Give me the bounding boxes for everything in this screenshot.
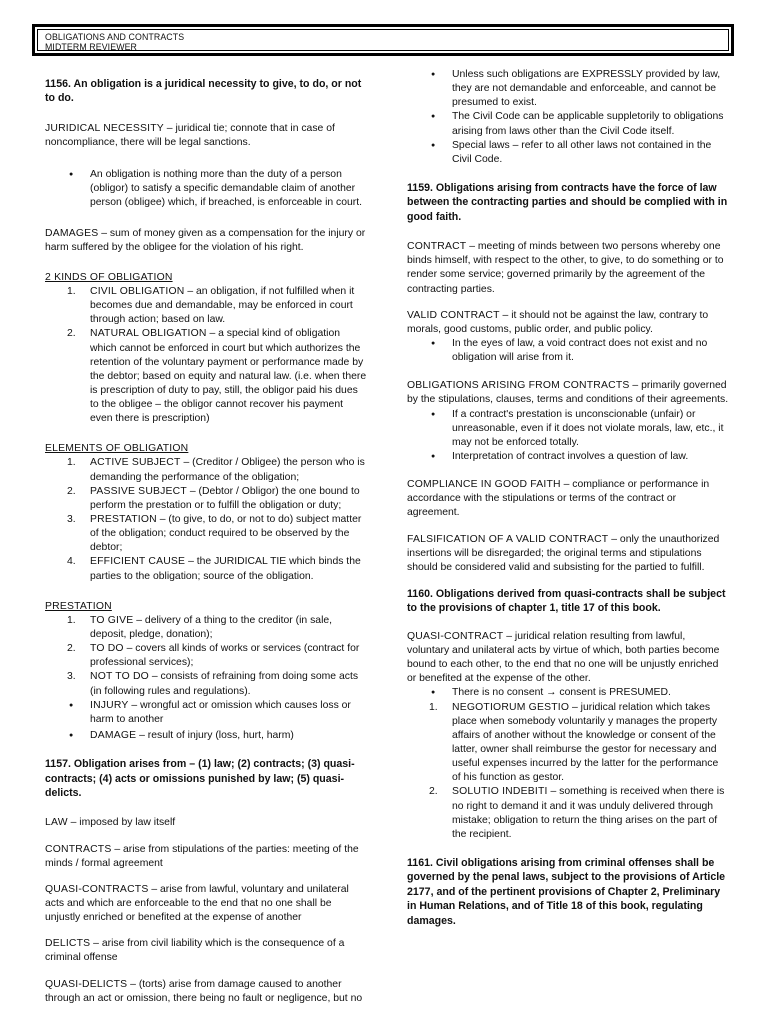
list-item bbox=[45, 285, 367, 327]
term: NATURAL OBLIGATION bbox=[90, 328, 207, 340]
term: JURIDICAL NECESSITY bbox=[45, 122, 164, 134]
definition: – (torts) arise from damage caused to another through an act or omission, there being no fault or negligence, but no bbox=[45, 978, 363, 1004]
definition: – (Creditor / Obligee) the person who is demanding the performance of the obligation; bbox=[90, 457, 365, 483]
source-quasi-contracts bbox=[45, 883, 367, 925]
elements-of-obligation-heading: ELEMENTS OF OBLIGATION bbox=[45, 443, 189, 455]
term: TO DO bbox=[90, 643, 124, 655]
left-column bbox=[45, 60, 367, 1024]
term: QUASI-DELICTS bbox=[45, 978, 128, 990]
contract-definition bbox=[407, 240, 729, 297]
list-item bbox=[45, 555, 367, 583]
list-item bbox=[45, 614, 367, 642]
list-item bbox=[45, 642, 367, 670]
quasi-contract-definition bbox=[407, 630, 729, 687]
definition: – only the unauthorized insertions will be disregarded; the original terms and stipulations should be considered valid and subsisting for the partied to fulfill. bbox=[407, 533, 720, 573]
list-item: ● Unless such obligations are EXPRESSLY provided by law, they are not demandable and enforceable, and cannot be presumed to exist. bbox=[407, 68, 729, 110]
header-subtitle: MIDTERM REVIEWER bbox=[45, 42, 138, 52]
definition: – (to give, to do, or not to do) subject matter of the obligation; conduct required to be observed by the debtor; bbox=[90, 514, 362, 554]
term: DAMAGE bbox=[90, 730, 137, 742]
term: DELICTS bbox=[45, 938, 91, 950]
injury-damage-list bbox=[45, 699, 367, 743]
term: DAMAGES bbox=[45, 227, 99, 239]
list-item bbox=[45, 670, 367, 698]
term: TO GIVE bbox=[90, 614, 134, 626]
list-item bbox=[407, 701, 729, 786]
definition: – wrongful act or omission which causes loss or harm to another bbox=[90, 699, 351, 725]
article-1159: 1159. Obligations arising from contracts have the force of law between the contracting parties and should be complied with in good faith. bbox=[407, 181, 728, 223]
elements-of-obligation-list bbox=[45, 456, 367, 583]
term: CONTRACT bbox=[407, 241, 467, 253]
source-contracts bbox=[45, 843, 367, 871]
item-number: 2. bbox=[67, 643, 76, 655]
consent-bullet bbox=[407, 686, 729, 700]
item-number: 1. bbox=[429, 701, 438, 713]
definition: – result of injury (loss, hurt, harm) bbox=[136, 730, 294, 742]
item-number: 3. bbox=[67, 514, 76, 526]
term: PASSIVE SUBJECT bbox=[90, 485, 187, 497]
list-item bbox=[45, 327, 367, 426]
definition: – it should not be against the law, contrary to morals, good customs, public order, and public policy. bbox=[407, 309, 709, 335]
obligations-from-contracts-definition bbox=[407, 379, 729, 407]
void-contract-bullet bbox=[407, 337, 729, 365]
term: QUASI-CONTRACTS bbox=[45, 883, 149, 895]
kinds-of-obligation-heading: 2 KINDS OF OBLIGATION bbox=[45, 271, 173, 283]
list-item bbox=[45, 456, 367, 484]
article-1157: 1157. Obligation arises from – (1) law; (2) contracts; (3) quasi-contracts; (4) acts or omissions punished by law; (5) quasi-delicts. bbox=[45, 758, 355, 799]
list-item bbox=[45, 699, 367, 727]
source-law bbox=[45, 816, 367, 830]
definition: – covers all kinds of works or services (contract for professional services); bbox=[90, 643, 360, 669]
definition: – a special kind of obligation which cannot be enforced in court but which authorizes the retention of the voluntary payment or performance made by the debtor; based on equity and natural law. (i.e. when there is prescription of duty to pay, still, the obligor paid his dues to the obligee – the obligor cannot recover his payment even there is prescription) bbox=[90, 328, 367, 425]
term: CIVIL OBLIGATION bbox=[90, 285, 185, 297]
term: CONTRACTS bbox=[45, 843, 112, 855]
item-number: 3. bbox=[67, 671, 76, 683]
document-header bbox=[32, 24, 734, 56]
definition: – consists of refraining from doing some acts (in following rules and regulations). bbox=[90, 671, 359, 697]
term: COMPLIANCE IN GOOD FAITH bbox=[407, 479, 561, 491]
term: LAW bbox=[45, 817, 68, 829]
quasi-contract-types-list bbox=[407, 701, 729, 842]
definition: – an obligation, if not fulfilled when it becomes due and demandable, may be enforced in court through action; based on law. bbox=[90, 285, 355, 326]
definition: – something is received when there is no right to demand it and it was unduly delivered through mistake; obligation to return the thing arises on the part of the recipient. bbox=[452, 786, 725, 840]
definition: – (Debtor / Obligor) the one bound to perform the prestation or to fulfill the obligation or duty; bbox=[90, 485, 360, 511]
falsification-definition bbox=[407, 533, 729, 575]
juridical-necessity-definition bbox=[45, 122, 367, 150]
valid-contract-definition bbox=[407, 309, 729, 337]
article-1161: 1161. Civil obligations arising from criminal offenses shall be governed by the penal laws, subject to the provisions of Article 2177, and of the pertinent provisions of Chapter 2, Preliminary in Human Relations, and of Title 18 of this book, regulating damages. bbox=[407, 856, 726, 927]
definition: – arise from stipulations of the parties: meeting of the minds / formal agreement bbox=[45, 843, 359, 869]
header-title: OBLIGATIONS AND CONTRACTS bbox=[45, 32, 185, 42]
term: SOLUTIO INDEBITI bbox=[452, 786, 548, 798]
compliance-good-faith-definition bbox=[407, 478, 729, 520]
list-item: ● Interpretation of contract involves a question of law. bbox=[407, 450, 729, 464]
interpretation-bullet bbox=[407, 450, 729, 464]
definition: – sum of money given as a compensation for the injury or harm suffered by the obligee for the violation of his right. bbox=[45, 227, 366, 253]
right-column bbox=[407, 60, 729, 1024]
term: FALSIFICATION OF A VALID CONTRACT bbox=[407, 533, 609, 545]
term: NOT TO DO bbox=[90, 671, 149, 683]
definition: – meeting of minds between two persons whereby one binds himself, with respect to the other, to give, to do something or to render some service; governed primarily by the agreement of the contracting parties. bbox=[407, 241, 724, 295]
term: EFFICIENT CAUSE bbox=[90, 556, 186, 568]
item-number: 2. bbox=[67, 485, 76, 497]
term: OBLIGATIONS ARISING FROM CONTRACTS bbox=[407, 380, 630, 392]
definition: – arise from civil liability which is the consequence of a criminal offense bbox=[45, 938, 345, 964]
term: INJURY bbox=[90, 699, 129, 711]
law-obligations-bullet-list bbox=[407, 68, 729, 167]
source-delicts bbox=[45, 937, 367, 965]
list-item bbox=[45, 485, 367, 513]
item-number: 1. bbox=[67, 457, 76, 469]
prestation-heading: PRESTATION bbox=[45, 600, 112, 612]
list-item bbox=[45, 513, 367, 555]
definition: – delivery of a thing to the creditor (in sale, deposit, pledge, donation); bbox=[90, 614, 333, 641]
term: PRESTATION bbox=[90, 514, 157, 526]
kinds-of-obligation-list bbox=[45, 285, 367, 426]
list-item: ● If a contract's prestation is unconscionable (unfair) or unreasonable, even if it does not violate morals, law, etc., it may not be enforced totally. bbox=[407, 408, 729, 450]
term: QUASI-CONTRACT bbox=[407, 630, 504, 642]
item-number: 2. bbox=[67, 328, 76, 340]
item-number: 4. bbox=[67, 556, 76, 568]
list-item: ● In the eyes of law, a void contract does not exist and no obligation will arise from it. bbox=[407, 337, 729, 365]
term: VALID CONTRACT bbox=[407, 309, 500, 321]
definition: – juridical tie; connote that in case of noncompliance, there will be legal sanctions. bbox=[45, 122, 335, 148]
prestation-list bbox=[45, 614, 367, 699]
item-number: 2. bbox=[429, 786, 438, 798]
definition: – the JURIDICAL TIE which binds the parties to the obligation; source of the obligation. bbox=[90, 556, 361, 582]
list-item: ● The Civil Code can be applicable suppletorily to obligations arising from laws other than the Civil Code itself. bbox=[407, 110, 729, 138]
damages-definition bbox=[45, 227, 367, 255]
definition: – imposed by law itself bbox=[67, 817, 176, 829]
definition: – compliance or performance in accordance with the stipulations or terms of the contract or agreement. bbox=[407, 479, 710, 519]
list-item: ● An obligation is nothing more than the duty of a person (obligor) to satisfy a specific demandable claim of another person (obligee) which, if breached, is enforceable in court. bbox=[45, 168, 367, 210]
term: ACTIVE SUBJECT bbox=[90, 457, 181, 469]
definition: – arise from lawful, voluntary and unilateral acts and which are enforceable to the end that no one shall be unjustly enriched or benefited at the expense of another bbox=[45, 883, 349, 924]
list-item: ● Special laws – refer to all other laws not contained in the Civil Code. bbox=[407, 139, 729, 167]
obligation-bullet-list bbox=[45, 168, 367, 210]
article-1156: 1156. An obligation is a juridical necessity to give, to do, or not to do. bbox=[45, 78, 362, 105]
definition: – primarily governed by the stipulations, clauses, terms and conditions of their agreements. bbox=[407, 380, 729, 406]
source-quasi-delicts bbox=[45, 978, 367, 1006]
item-number: 1. bbox=[67, 614, 76, 626]
item-number: 1. bbox=[67, 285, 76, 297]
article-1160: 1160. Obligations derived from quasi-contracts shall be subject to the provisions of chapter 1, title 17 of this book. bbox=[407, 588, 726, 615]
list-item: ● There is no consent → consent is PRESUMED. bbox=[407, 686, 729, 700]
list-item bbox=[407, 785, 729, 842]
list-item bbox=[45, 729, 367, 743]
definition: – juridical relation resulting from lawful, voluntary and unilateral acts by virtue of which, both parties become bound to each other, to the end that no one will be unjustly enriched or benefited at the expense of the other. bbox=[407, 630, 720, 685]
term: NEGOTIORUM GESTIO bbox=[452, 701, 570, 713]
definition: – juridical relation which takes place when somebody voluntarily y manages the property affairs of another without the knowledge or consent of the latter, owner shall reimburse the gestor for necessary and useful expenses incurred by the latter for the performance of his function as gestor. bbox=[452, 701, 719, 784]
prestation-bullet bbox=[407, 408, 729, 450]
